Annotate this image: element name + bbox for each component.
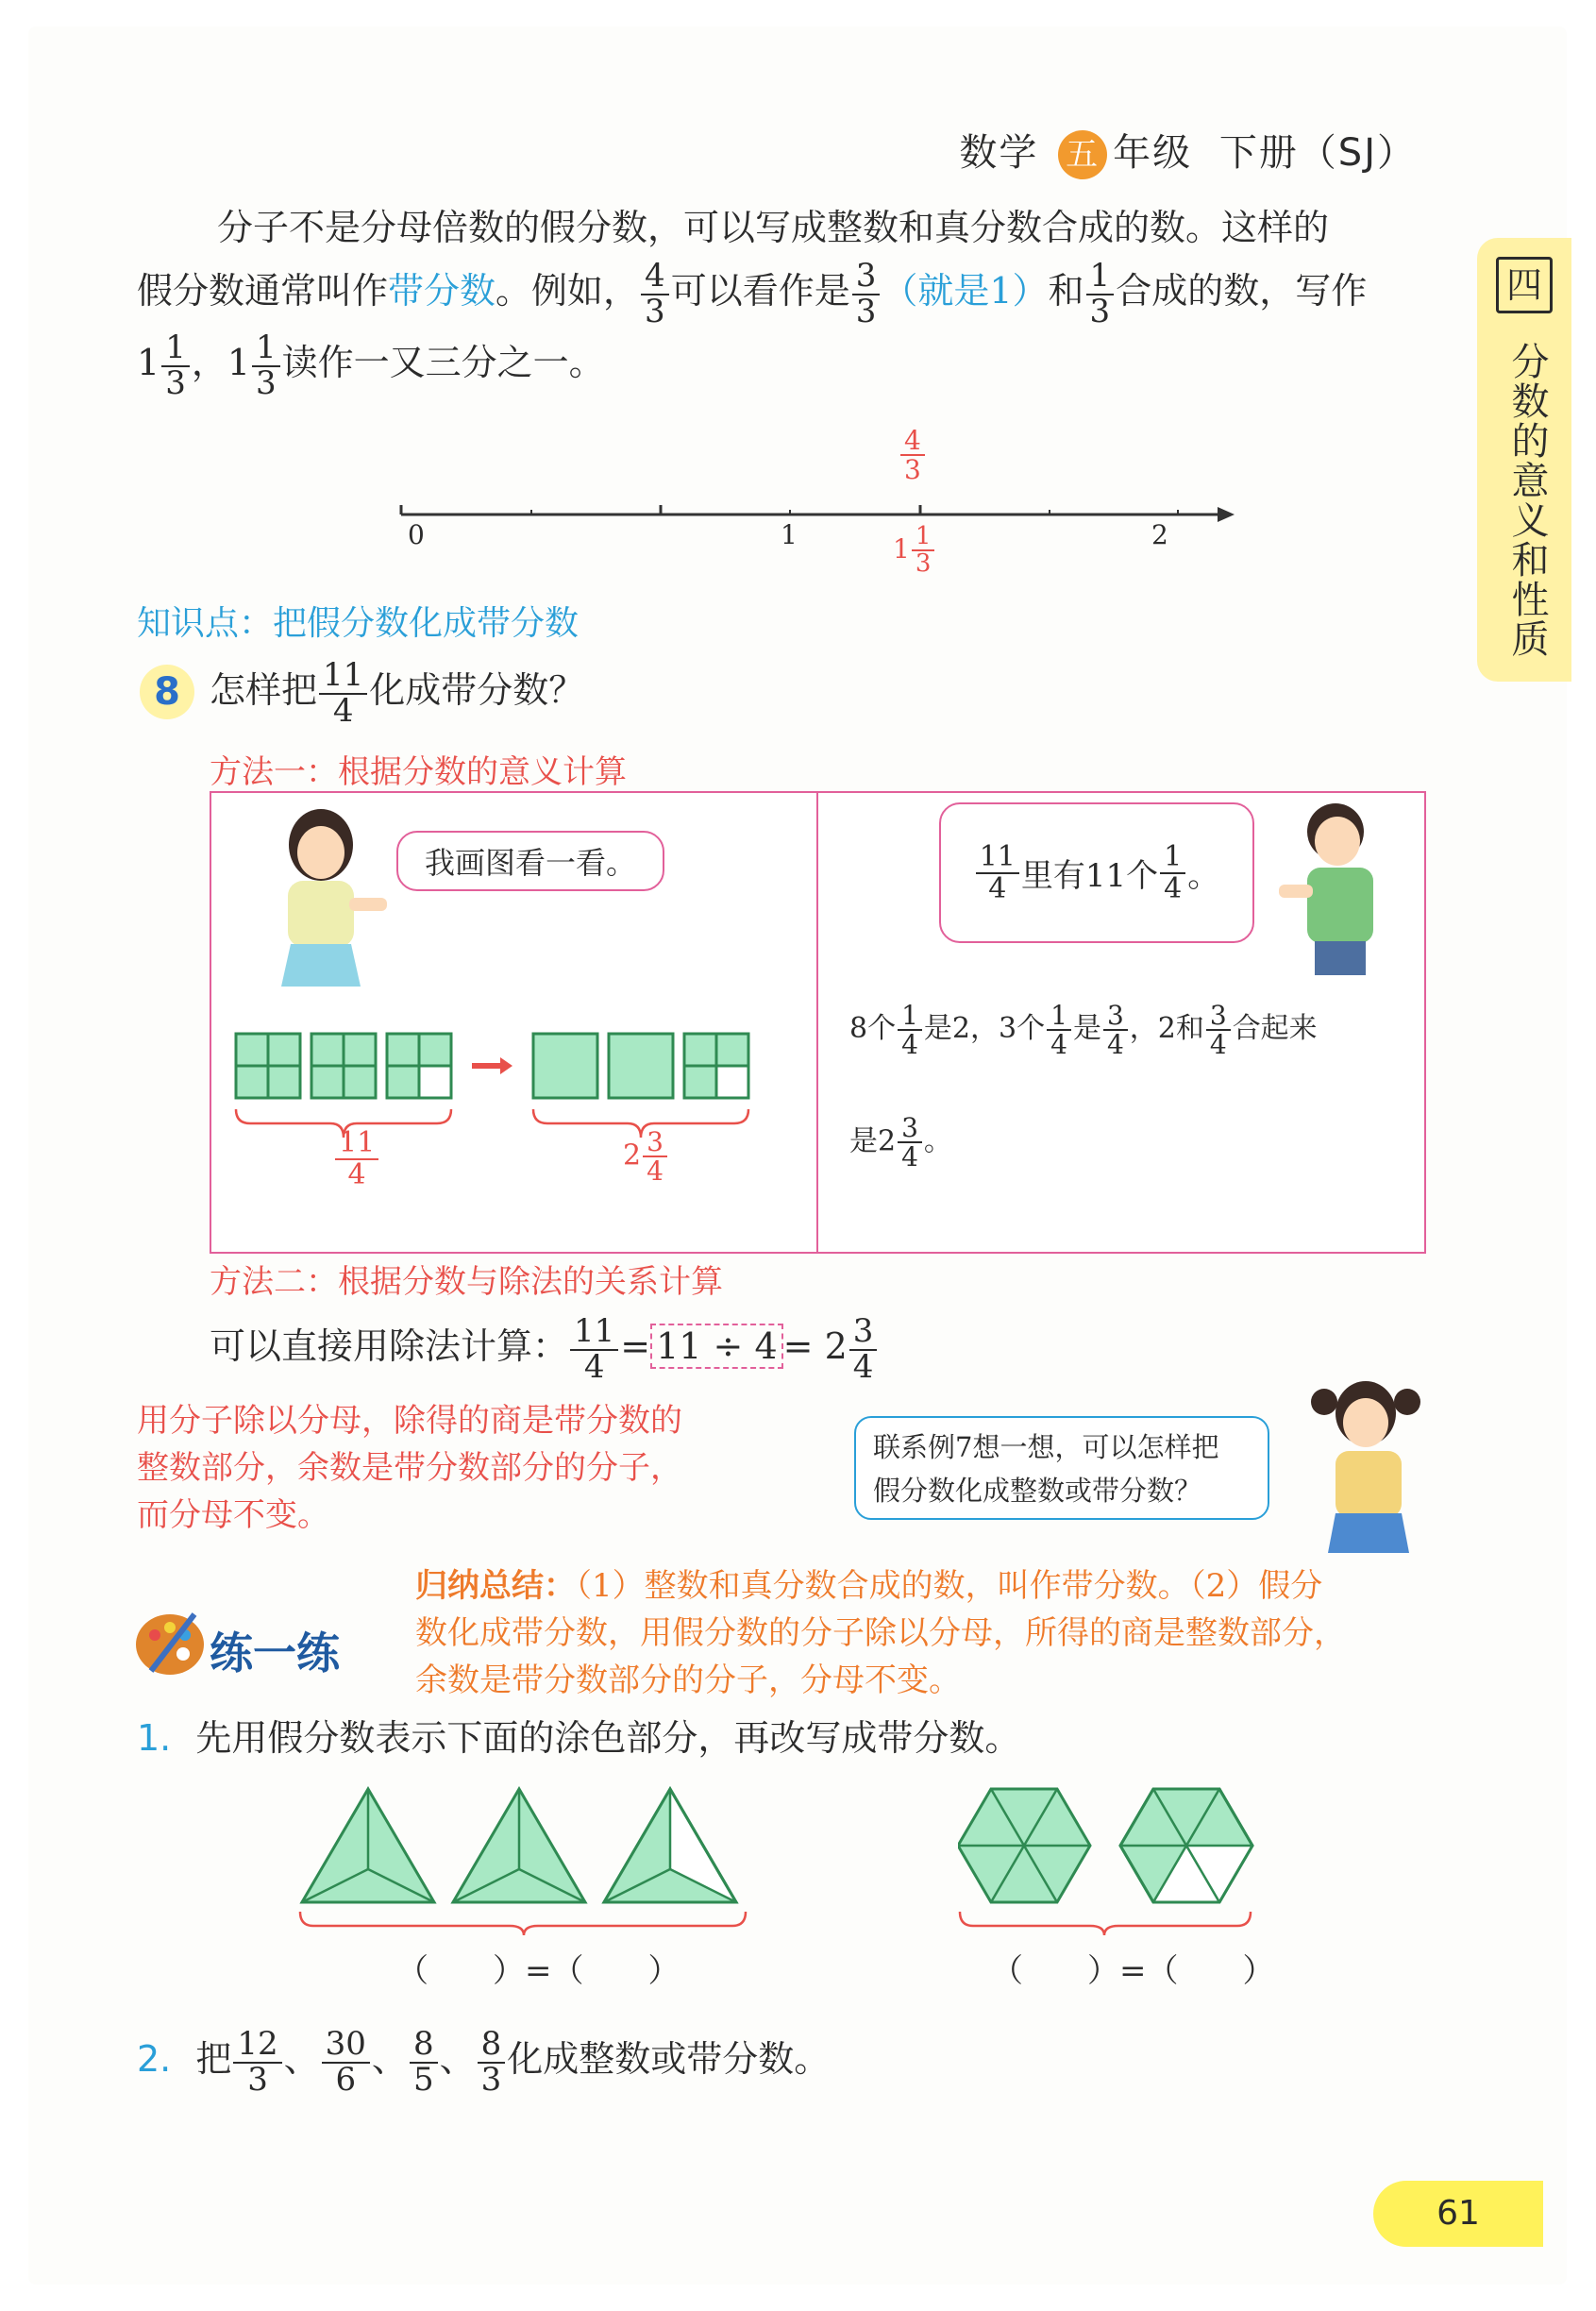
practice-title: 练一练 bbox=[210, 1628, 340, 1678]
unit-number: 四 bbox=[1496, 257, 1553, 313]
intro-line-1: 分子不是分母倍数的假分数，可以写成整数和真分数合成的数。这样的 bbox=[217, 207, 1330, 248]
number-line-label-4-3: $\frac{4}{3}$ bbox=[899, 427, 927, 484]
page-number: 61 bbox=[1373, 2181, 1543, 2247]
girl-speech-bubble: 我画图看一看。 bbox=[396, 831, 664, 891]
question-1: 1. 先用假分数表示下面的涂色部分，再改写成带分数。 bbox=[137, 1717, 1021, 1759]
example-number: 8 bbox=[140, 665, 194, 719]
page-header bbox=[959, 123, 1417, 179]
q1-blank-left[interactable]: （ ）=（ ） bbox=[396, 1952, 680, 1990]
fraction-4-3: $\frac{4}{3}$ bbox=[641, 260, 669, 329]
q1-blank-right[interactable]: （ ）=（ ） bbox=[991, 1952, 1275, 1990]
box-divider bbox=[816, 791, 818, 1252]
tick-label-2: 2 bbox=[1151, 519, 1168, 550]
triangle-figures bbox=[293, 1784, 755, 1935]
fraction-1-3: $\frac{1}{3}$ bbox=[1086, 260, 1115, 329]
tick-label-1: 1 bbox=[781, 519, 798, 550]
number-line-label-1-1-3: 1 $\frac{1}{3}$ bbox=[893, 524, 936, 578]
left-diagram-label: $\frac{11}{4}$ bbox=[333, 1128, 380, 1189]
grid-diagram bbox=[231, 1029, 788, 1256]
number-line bbox=[387, 425, 1236, 595]
right-diagram-label: 2 $\frac{3}{4}$ bbox=[623, 1128, 669, 1186]
question-2: 2. 把 $\frac{12}{3}$ 、 $\frac{30}{6}$ 、 $\frac{8}{5}$ 、 $\frac{8}{3}$ 化成整数或带分数。 bbox=[137, 2024, 831, 2099]
intro-line-2: 假分数通常叫作带分数。例如， $\frac{4}{3}$ 可以看作是 $\frac{3}{3}$ （就是1）和 $\frac{1}{3}$ 合成的数，写作 bbox=[137, 256, 1368, 330]
palette-icon bbox=[132, 1605, 208, 1680]
boy-illustration bbox=[1269, 798, 1402, 977]
summary: 归纳总结：（1）整数和真分数合成的数，叫作带分数。（2）假分 数化成带分数，用假分数的分子除以分母，所得的商是整数部分， 余数是带分数部分的分子，分母不变。 bbox=[415, 1567, 1346, 1699]
term-mixed-number: 带分数 bbox=[388, 270, 496, 312]
fraction-1-3: $\frac{1}{3}$ bbox=[252, 331, 280, 400]
fraction-1-3: $\frac{1}{3}$ bbox=[161, 331, 190, 400]
division-highlight: 11 ÷ 4 bbox=[650, 1324, 783, 1369]
example-8-question: 怎样把 $\frac{11}{4}$ 化成带分数？ bbox=[210, 655, 585, 730]
boy-speech-bubble: $\frac{11}{4}$ 里有11个 $\frac{1}{4}$ 。 bbox=[939, 802, 1254, 943]
unit-side-tab bbox=[1477, 238, 1571, 682]
method-2-title: 方法二：根据分数与除法的关系计算 bbox=[210, 1263, 723, 1301]
tick-label-0: 0 bbox=[408, 519, 425, 550]
subject-label: 数学 bbox=[959, 131, 1039, 175]
girl-illustration bbox=[255, 807, 396, 987]
unit-title: 分数的意义和性质 bbox=[1505, 342, 1549, 659]
grade-label: 年级 bbox=[1113, 131, 1193, 175]
knowledge-point: 知识点：把假分数化成带分数 bbox=[137, 604, 580, 643]
division-equation: 可以直接用除法计算： $\frac{11}{4}$ = 11 ÷ 4 = 2 $\frac{3}{4}$ bbox=[210, 1312, 879, 1384]
reasoning-line-2: 是2 $\frac{3}{4}$ 。 bbox=[849, 1112, 952, 1173]
reasoning-line-1: 8个 $\frac{1}{4}$ 是2，3个 $\frac{1}{4}$ 是 $\frac{3}{4}$ ，2和 $\frac{3}{4}$ 合起来 bbox=[849, 999, 1318, 1060]
think-bubble: 联系例7想一想，可以怎样把 假分数化成整数或带分数？ bbox=[854, 1416, 1269, 1520]
method-1-title: 方法一：根据分数的意义计算 bbox=[210, 753, 627, 791]
intro-line-3: 1 $\frac{1}{3}$ ，1 $\frac{1}{3}$ 读作一又三分之一。 bbox=[137, 328, 605, 402]
fraction-3-3: $\frac{3}{3}$ bbox=[852, 260, 881, 329]
hexagon-figures bbox=[958, 1784, 1260, 1935]
fraction-11-4: $\frac{11}{4}$ bbox=[319, 659, 367, 728]
volume-label: 下册（SJ） bbox=[1218, 131, 1417, 175]
grade-badge: 五 bbox=[1058, 130, 1107, 179]
girl-2-illustration bbox=[1298, 1374, 1430, 1553]
division-rule: 用分子除以分母，除得的商是带分数的 整数部分，余数是带分数部分的分子， 而分母不变。 bbox=[137, 1402, 682, 1534]
